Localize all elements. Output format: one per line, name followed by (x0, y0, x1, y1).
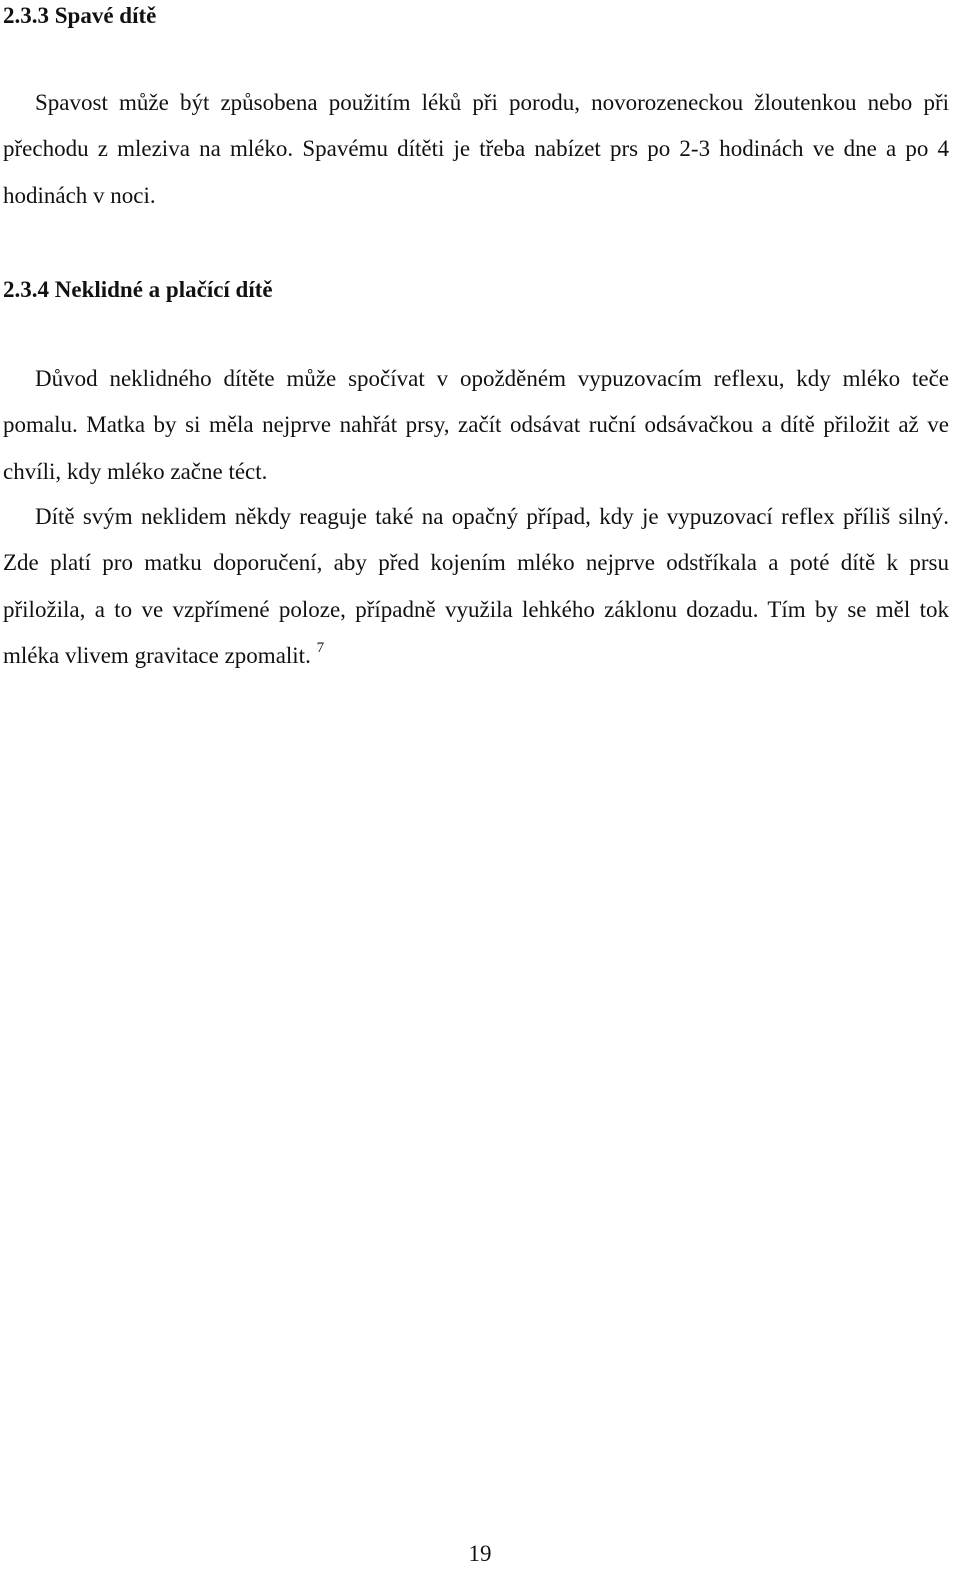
footnote-reference: 7 (316, 640, 325, 657)
paragraph: Důvod neklidného dítěte může spočívat v opožděném vypuzovacím reflexu, kdy mléko teče pomalu. Matka by si měla nejprve nahřát prsy, začít odsávat ruční odsávačkou a dítě přiložit až ve chvíli, kdy mléko začne téct. (3, 366, 949, 484)
page-number: 19 (468, 1541, 492, 1566)
paragraph: Spavost může být způsobena použitím léků při porodu, novorozeneckou žloutenkou nebo při přechodu z mleziva na mléko. Spavému dítěti je třeba nabízet prs po 2-3 hodinách ve dne a po 4 hodinách v noci. (3, 90, 949, 208)
paragraph-text: Dítě svým neklidem někdy reaguje také na opačný případ, kdy je vypuzovací reflex příliš silný. Zde platí pro matku doporučení, aby před kojením mléko nejprve odstříkala a poté dítě k prsu přiložila, a to ve vzpřímené poloze, případně využila lehkého záklonu dozadu. Tím by se měl tok mléka vlivem gravitace zpomalit. (3, 504, 949, 669)
section-heading: 2.3.3 Spavé dítě (3, 3, 157, 28)
paragraph (3, 494, 949, 680)
section-heading: 2.3.4 Neklidné a plačící dítě (3, 277, 273, 302)
